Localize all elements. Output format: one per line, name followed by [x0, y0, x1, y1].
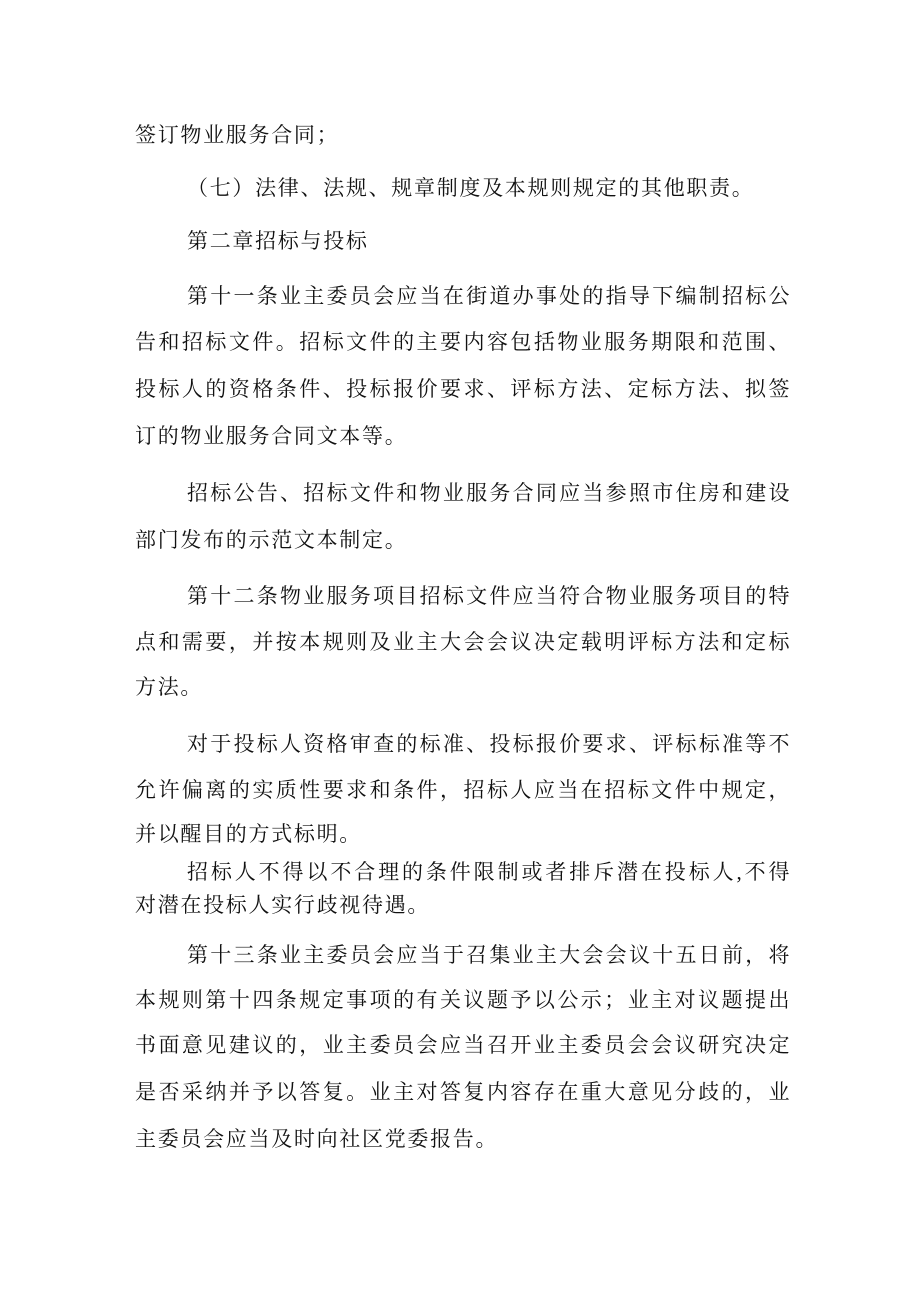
article-12-line: 第十二条物业服务项目招标文件应当符合物业服务项目的特 — [187, 584, 790, 608]
list-item-seven: （七）法律、法规、规章制度及本规则规定的其他职责。 — [187, 176, 755, 200]
article-11-line: 订的物业服务合同文本等。 — [135, 424, 408, 448]
article-11-line: 告和招标文件。招标文件的主要内容包括物业服务期限和范围、 — [135, 330, 790, 354]
paragraph-line: 部门发布的示范文本制定。 — [135, 528, 408, 552]
article-13-line: 第十三条业主委员会应当于召集业主大会会议十五日前，将 — [187, 943, 790, 967]
article-13-line: 是否采纳并予以答复。业主对答复内容存在重大意见分歧的，业 — [135, 1080, 790, 1104]
paragraph-line: 招标人不得以不合理的条件限制或者排斥潜在投标人,不得 — [187, 860, 790, 884]
article-11-line: 投标人的资格条件、投标报价要求、评标方法、定标方法、拟签 — [135, 377, 790, 401]
paragraph-line: 对潜在投标人实行歧视待遇。 — [135, 893, 431, 917]
article-12-line: 方法。 — [135, 675, 204, 699]
paragraph-line: 招标公告、招标文件和物业服务合同应当参照市住房和建设 — [187, 481, 790, 505]
paragraph-line: 并以醒目的方式标明。 — [135, 822, 362, 846]
chapter-heading: 第二章招标与投标 — [187, 229, 369, 253]
article-12-line: 点和需要，并按本规则及业主大会会议决定载明评标方法和定标 — [135, 630, 790, 654]
article-11-line: 第十一条业主委员会应当在街道办事处的指导下编制招标公 — [187, 284, 790, 308]
article-13-line: 主委员会应当及时向社区党委报告。 — [135, 1127, 499, 1151]
article-13-line: 书面意见建议的，业主委员会应当召开业主委员会会议研究决定 — [135, 1033, 790, 1057]
article-13-line: 本规则第十四条规定事项的有关议题予以公示；业主对议题提出 — [135, 988, 790, 1012]
paragraph-line: 对于投标人资格审查的标准、投标报价要求、评标标准等不 — [187, 732, 790, 756]
paragraph-line: 签订物业服务合同； — [135, 123, 340, 147]
paragraph-line: 允许偏离的实质性要求和条件，招标人应当在招标文件中规定， — [135, 778, 790, 802]
